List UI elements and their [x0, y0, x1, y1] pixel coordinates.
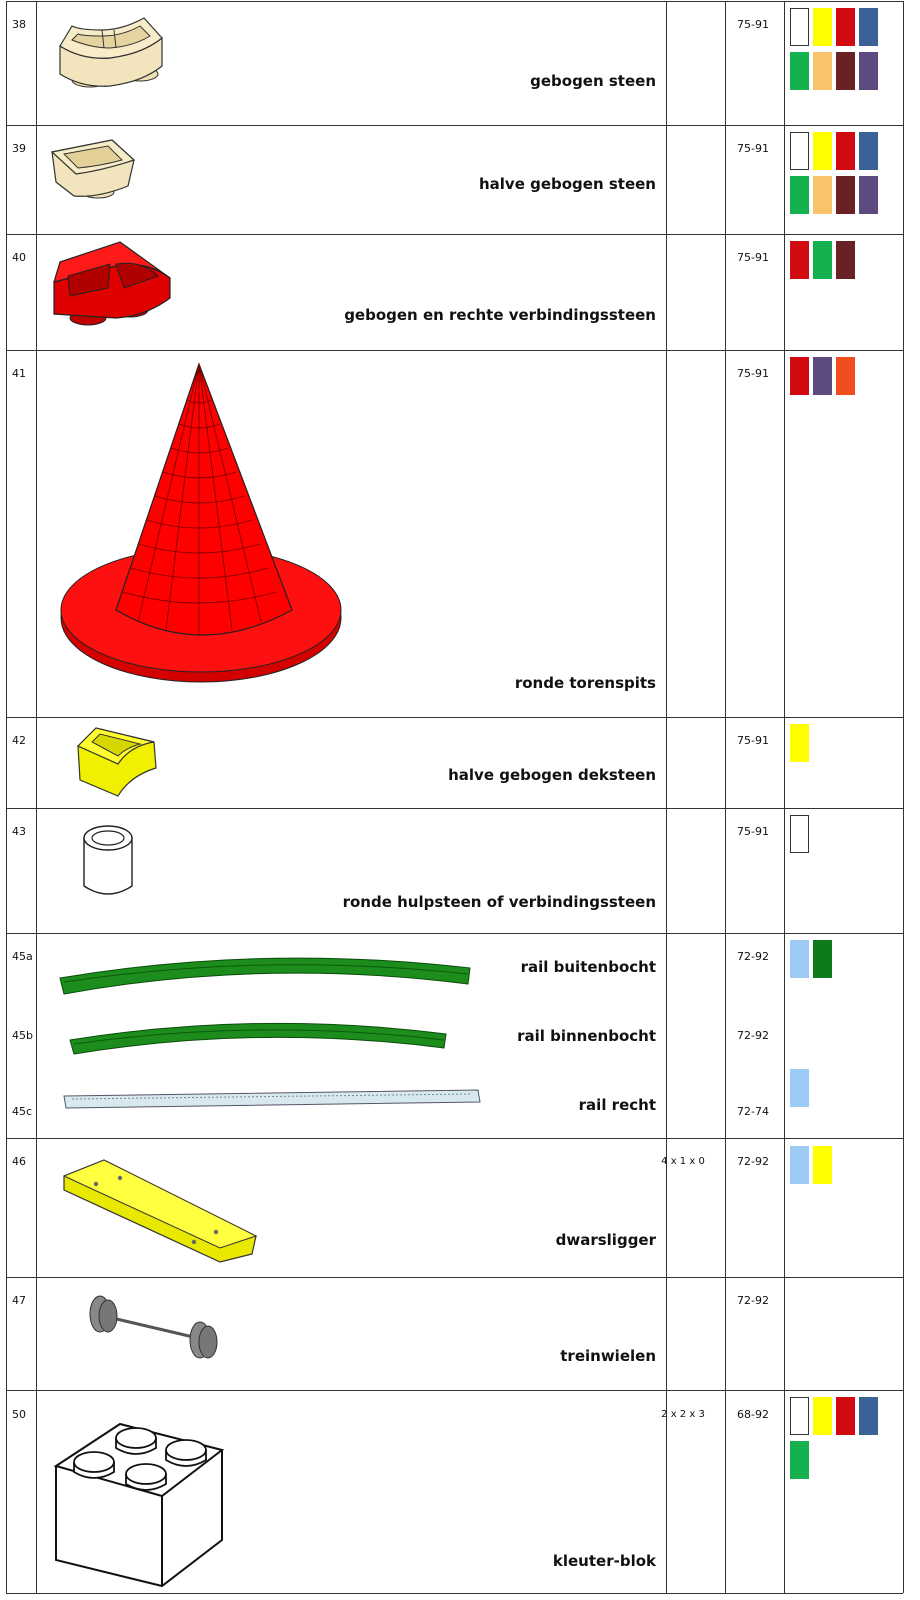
column-divider — [784, 1, 785, 1593]
part-name: ronde torenspits — [514, 674, 656, 692]
production-years: 75-91 — [737, 367, 769, 380]
color-swatch — [836, 8, 855, 46]
color-swatches — [790, 132, 900, 214]
train-wheels-illustration — [82, 1292, 232, 1372]
part-name: gebogen steen — [530, 72, 656, 90]
color-swatch — [813, 8, 832, 46]
color-swatches — [790, 1146, 900, 1184]
part-name: halve gebogen deksteen — [448, 766, 656, 784]
inner-curve-rail-illustration — [68, 1016, 453, 1061]
color-swatch — [790, 1397, 809, 1435]
color-swatches — [790, 357, 900, 395]
color-swatch — [859, 52, 878, 90]
row-divider — [6, 1390, 903, 1391]
production-years: 75-91 — [737, 251, 769, 264]
color-swatch — [813, 52, 832, 90]
row-number: 45a — [12, 950, 33, 963]
color-swatches — [790, 940, 900, 978]
part-name: gebogen en rechte verbindingssteen — [344, 306, 656, 324]
half-curved-brick-illustration — [48, 132, 138, 212]
color-swatch — [813, 1397, 832, 1435]
color-swatch — [836, 176, 855, 214]
color-swatch — [790, 1441, 809, 1479]
column-divider — [725, 1, 726, 1593]
color-swatch — [790, 815, 809, 853]
color-swatch — [859, 8, 878, 46]
row-number: 42 — [12, 734, 26, 747]
color-swatches — [790, 8, 900, 90]
color-swatch — [790, 357, 809, 395]
production-years: 72-74 — [737, 1105, 769, 1118]
color-swatches — [790, 1069, 900, 1107]
color-swatch — [859, 176, 878, 214]
color-swatch — [813, 241, 832, 279]
color-swatch — [790, 52, 809, 90]
row-number: 40 — [12, 251, 26, 264]
row-number: 47 — [12, 1294, 26, 1307]
color-swatch — [836, 357, 855, 395]
row-divider — [6, 350, 903, 351]
part-name: ronde hulpsteen of verbindingssteen — [342, 893, 656, 911]
row-number: 45c — [12, 1105, 33, 1118]
row-number: 50 — [12, 1408, 26, 1421]
production-years: 75-91 — [737, 825, 769, 838]
production-years: 72-92 — [737, 1029, 769, 1042]
kleuter-block-illustration — [50, 1410, 230, 1590]
color-swatch — [790, 132, 809, 170]
production-years: 72-92 — [737, 1155, 769, 1168]
production-years: 72-92 — [737, 1294, 769, 1307]
sleeper-illustration — [60, 1156, 260, 1266]
color-swatch — [813, 132, 832, 170]
row-number: 45b — [12, 1029, 33, 1042]
row-divider — [6, 1277, 903, 1278]
color-swatch — [790, 724, 809, 762]
row-divider — [6, 125, 903, 126]
curved-brick-illustration — [52, 8, 172, 98]
production-years: 68-92 — [737, 1408, 769, 1421]
color-swatch — [813, 940, 832, 978]
round-helper-brick-illustration — [78, 822, 138, 900]
part-name: rail recht — [578, 1096, 656, 1114]
color-swatches — [790, 1397, 900, 1479]
row-divider — [6, 933, 903, 934]
part-dimensions: 2 x 2 x 3 — [661, 1409, 705, 1420]
production-years: 75-91 — [737, 734, 769, 747]
color-swatch — [790, 8, 809, 46]
production-years: 72-92 — [737, 950, 769, 963]
color-swatch — [790, 1069, 809, 1107]
column-divider — [6, 1, 7, 1593]
color-swatch — [790, 176, 809, 214]
row-divider — [6, 1138, 903, 1139]
color-swatch — [790, 241, 809, 279]
color-swatch — [813, 176, 832, 214]
straight-rail-illustration — [62, 1086, 482, 1114]
color-swatch — [813, 357, 832, 395]
color-swatches — [790, 724, 900, 762]
part-name: rail binnenbocht — [517, 1027, 656, 1045]
row-number: 46 — [12, 1155, 26, 1168]
color-swatch — [859, 1397, 878, 1435]
color-swatch — [836, 52, 855, 90]
color-swatch — [790, 1146, 809, 1184]
row-number: 43 — [12, 825, 26, 838]
color-swatches — [790, 815, 900, 853]
part-name: halve gebogen steen — [478, 175, 656, 193]
row-divider — [6, 717, 903, 718]
row-number: 38 — [12, 18, 26, 31]
column-divider — [36, 1, 37, 1593]
color-swatch — [836, 132, 855, 170]
tower-spire-illustration — [56, 360, 346, 705]
color-swatch — [859, 132, 878, 170]
color-swatch — [836, 1397, 855, 1435]
row-divider — [6, 1, 903, 2]
color-swatch — [790, 940, 809, 978]
row-number: 39 — [12, 142, 26, 155]
column-divider — [666, 1, 667, 1593]
color-swatch — [813, 1146, 832, 1184]
outer-curve-rail-illustration — [58, 950, 478, 1000]
row-divider — [6, 1593, 903, 1594]
color-swatches — [790, 241, 900, 279]
row-number: 41 — [12, 367, 26, 380]
row-divider — [6, 808, 903, 809]
column-divider — [903, 1, 904, 1593]
part-name: rail buitenbocht — [520, 958, 656, 976]
row-divider — [6, 234, 903, 235]
color-swatch — [836, 241, 855, 279]
production-years: 75-91 — [737, 18, 769, 31]
production-years: 75-91 — [737, 142, 769, 155]
part-name: treinwielen — [560, 1347, 656, 1365]
connecting-brick-illustration — [50, 238, 175, 333]
part-name: dwarsligger — [555, 1231, 656, 1249]
part-name: kleuter-blok — [552, 1552, 656, 1570]
half-curved-cover-illustration — [74, 724, 164, 800]
part-dimensions: 4 x 1 x 0 — [661, 1156, 705, 1167]
